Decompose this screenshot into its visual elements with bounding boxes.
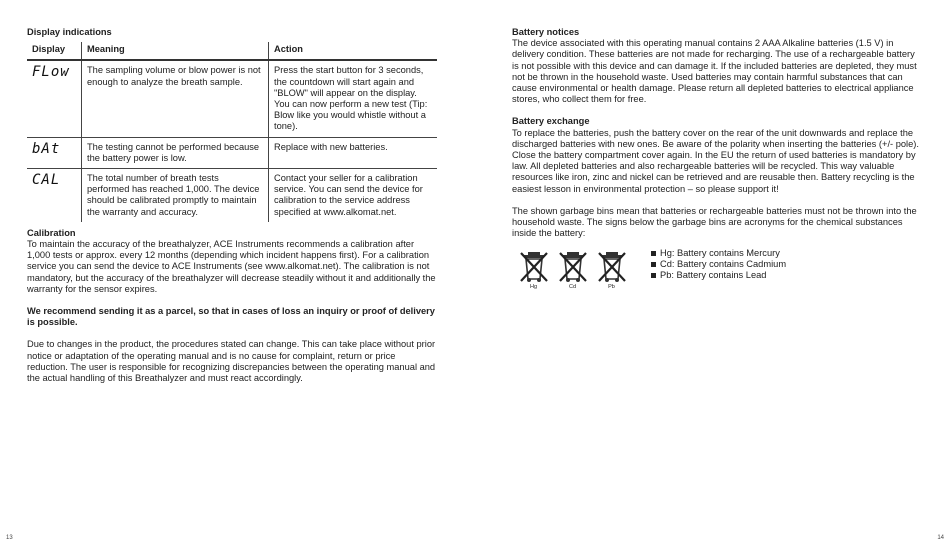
bin-icons-group bbox=[516, 249, 629, 290]
legend-item-text: Pb: Battery contains Lead bbox=[660, 270, 767, 281]
bin-label: Cd bbox=[568, 284, 577, 291]
crossed-bin-icon bbox=[558, 249, 588, 283]
meaning-cell: The testing cannot be performed because the battery power is low. bbox=[82, 137, 269, 168]
page-number-left: 13 bbox=[6, 535, 13, 541]
legend-item bbox=[651, 270, 786, 281]
table-row bbox=[27, 169, 437, 222]
lcd-display-code: CAL bbox=[32, 172, 61, 189]
table-row bbox=[27, 137, 437, 168]
column-header-meaning: Meaning bbox=[82, 42, 269, 60]
legend-item-text: Hg: Battery contains Mercury bbox=[660, 248, 780, 259]
garbage-bins-paragraph: The shown garbage bins mean that batteries or rechargeable batteries must not be thrown into the household waste. The signs below the garbage bins are acronyms for the chemical substances inside the battery: bbox=[512, 205, 917, 239]
right-content bbox=[512, 27, 922, 290]
recommendation-note: We recommend sending it as a parcel, so that in cases of loss an inquiry or proof of delivery is possible. bbox=[27, 306, 435, 328]
table-header-row bbox=[27, 42, 437, 60]
crossed-bin-icon bbox=[597, 249, 627, 283]
lcd-display-code: bAt bbox=[32, 140, 61, 157]
meaning-cell: The total number of breath tests performed has reached 1,000. The device should be calibrated promptly to maintain the warranty and accuracy. bbox=[82, 169, 269, 222]
calibration-paragraph: To maintain the accuracy of the breathalyzer, ACE Instruments recommends a calibration after 1,000 tests or approx. every 12 months (depending which incident happens first). For a calibration service you can send the device to ACE Instruments (see www.alkomat.net). The calibration is not mandatory, but the accuracy of the breathalyzer will decrease steadily without it and additionally the warranty for the sensor expires. bbox=[27, 239, 436, 294]
left-content bbox=[27, 27, 437, 384]
changes-paragraph: Due to changes in the product, the procedures stated can change. This can take place without prior notice or adaptation of the operating manual and is no cause for complaint, return or price reduction. The user is responsible for recognizing discrepancies between the operating manual and the actual handling of this Breathalyzer and must react accordingly. bbox=[27, 339, 436, 384]
bullet-square-icon bbox=[651, 262, 656, 267]
display-code-cell bbox=[27, 169, 82, 222]
crossed-bin-icon bbox=[519, 249, 549, 283]
display-code-cell bbox=[27, 60, 82, 137]
substance-legend bbox=[651, 248, 786, 281]
legend-item bbox=[651, 248, 786, 259]
action-cell: Replace with new batteries. bbox=[269, 137, 438, 168]
calibration-heading: Calibration bbox=[27, 227, 76, 238]
legend-item-text: Cd: Battery contains Cadmium bbox=[660, 259, 787, 270]
display-indications-heading: Display indications bbox=[27, 27, 112, 37]
bin-symbol-pb bbox=[594, 249, 629, 290]
bin-label: Hg bbox=[529, 284, 538, 291]
legend-item bbox=[651, 259, 786, 270]
action-cell: Contact your seller for a calibration service. You can send the device for calibration to the service address specified at www.alkomat.net. bbox=[269, 169, 438, 222]
display-indications-table bbox=[27, 42, 437, 222]
bin-label: Pb bbox=[608, 284, 615, 291]
page-number-right: 14 bbox=[937, 535, 944, 541]
column-header-action: Action bbox=[269, 42, 438, 60]
battery-notices-paragraph: The device associated with this operating manual contains 2 AAA Alkaline batteries (1.5 V) in delivery condition. These batteries are not made for recharging. The use of a rechargeable battery is not possible with this device and can damage it. If the included batteries are depleted, they must not be thrown in the household waste. Used batteries may contain harmful substances that can cause environmental or health damage. Please return all depleted batteries to electrical appliance stores, who collect them for free. bbox=[512, 38, 917, 105]
page-right bbox=[475, 0, 950, 544]
bullet-square-icon bbox=[651, 251, 656, 256]
battery-exchange-heading: Battery exchange bbox=[512, 116, 590, 127]
battery-disposal-symbols bbox=[516, 249, 922, 290]
bin-symbol-hg bbox=[516, 249, 551, 290]
table-row bbox=[27, 60, 437, 137]
display-code-cell bbox=[27, 137, 82, 168]
lcd-display-code: FLow bbox=[32, 64, 70, 81]
battery-notices-heading: Battery notices bbox=[512, 27, 580, 37]
battery-exchange-paragraph: To replace the batteries, push the battery cover on the rear of the unit downwards and replace the discharged batteries with new ones. Be aware of the polarity when inserting the batteries (+/- pole). Close the battery compartment cover again. In the EU the return of used batteries is mandatory by law. All depleted batteries and also rechargeable batteries will be recycled. This way valuable resources like iron, zinc and nickel can be retrieved and are reusable then. Battery recycling is the easiest lesson in environmental protection – so please support it! bbox=[512, 127, 919, 194]
bin-symbol-cd bbox=[555, 249, 590, 290]
meaning-cell: The sampling volume or blow power is not enough to analyze the breath sample. bbox=[82, 60, 269, 137]
column-header-display: Display bbox=[27, 42, 82, 60]
bullet-square-icon bbox=[651, 273, 656, 278]
action-cell: Press the start button for 3 seconds, the countdown will start again and "BLOW" will appear on the display. You can now perform a new test (Tip: Blow like you would whistle without a tone). bbox=[269, 60, 438, 137]
